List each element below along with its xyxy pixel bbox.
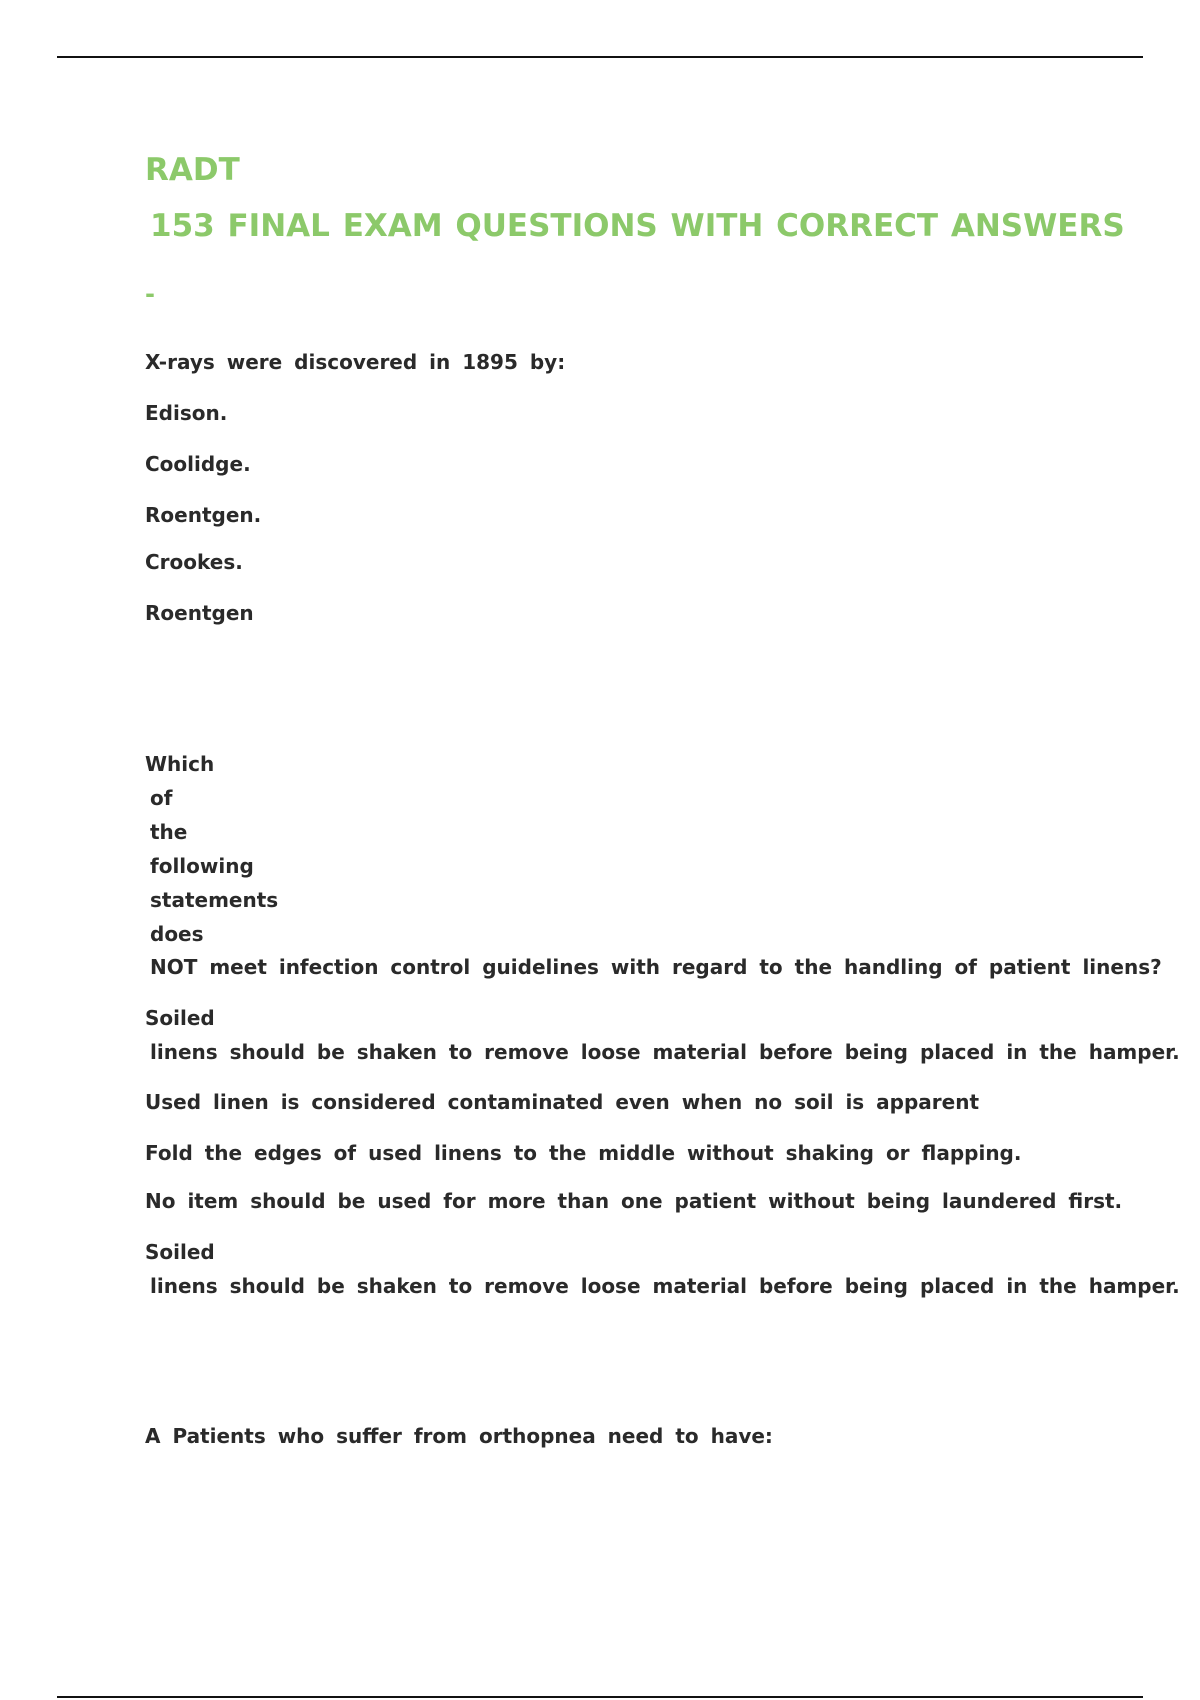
bottom-rule [57, 1696, 1143, 1698]
question-2-line-7: NOT meet infection control guidelines with regard to the handling of patient linens? [150, 955, 1162, 979]
title-line-3: - [145, 280, 155, 308]
question-2-line-5: statements [150, 888, 279, 912]
title-line-2: 153 FINAL EXAM QUESTIONS WITH CORRECT ANSWERS [150, 208, 1125, 244]
question-2-option-d: No item should be used for more than one patient without being laundered first. [145, 1189, 1123, 1213]
question-1-option-c: Roentgen. [145, 503, 262, 527]
top-rule [57, 56, 1143, 58]
question-2-line-4: following [150, 854, 254, 878]
title-line-1: RADT [145, 152, 240, 188]
question-2-option-a-line-2: linens should be shaken to remove loose material before being placed in the hamper. [150, 1040, 1180, 1064]
question-2-line-6: does [150, 922, 204, 946]
question-2-answer-line-1: Soiled [145, 1240, 215, 1264]
question-2-line-1: Which [145, 752, 215, 776]
question-3-text: A Patients who suffer from orthopnea need to have: [145, 1424, 773, 1448]
question-2-line-3: the [150, 820, 188, 844]
question-1-option-a: Edison. [145, 401, 228, 425]
question-2-line-2: of [150, 786, 173, 810]
question-1-answer: Roentgen [145, 601, 254, 625]
question-1-option-d: Crookes. [145, 550, 243, 574]
question-2-option-a-line-1: Soiled [145, 1006, 215, 1030]
question-2-answer-line-2: linens should be shaken to remove loose material before being placed in the hamper. [150, 1274, 1180, 1298]
question-1-text: X-rays were discovered in 1895 by: [145, 350, 566, 374]
question-2-option-c: Fold the edges of used linens to the middle without shaking or flapping. [145, 1141, 1022, 1165]
question-2-option-b: Used linen is considered contaminated even when no soil is apparent [145, 1090, 980, 1114]
question-1-option-b: Coolidge. [145, 452, 251, 476]
